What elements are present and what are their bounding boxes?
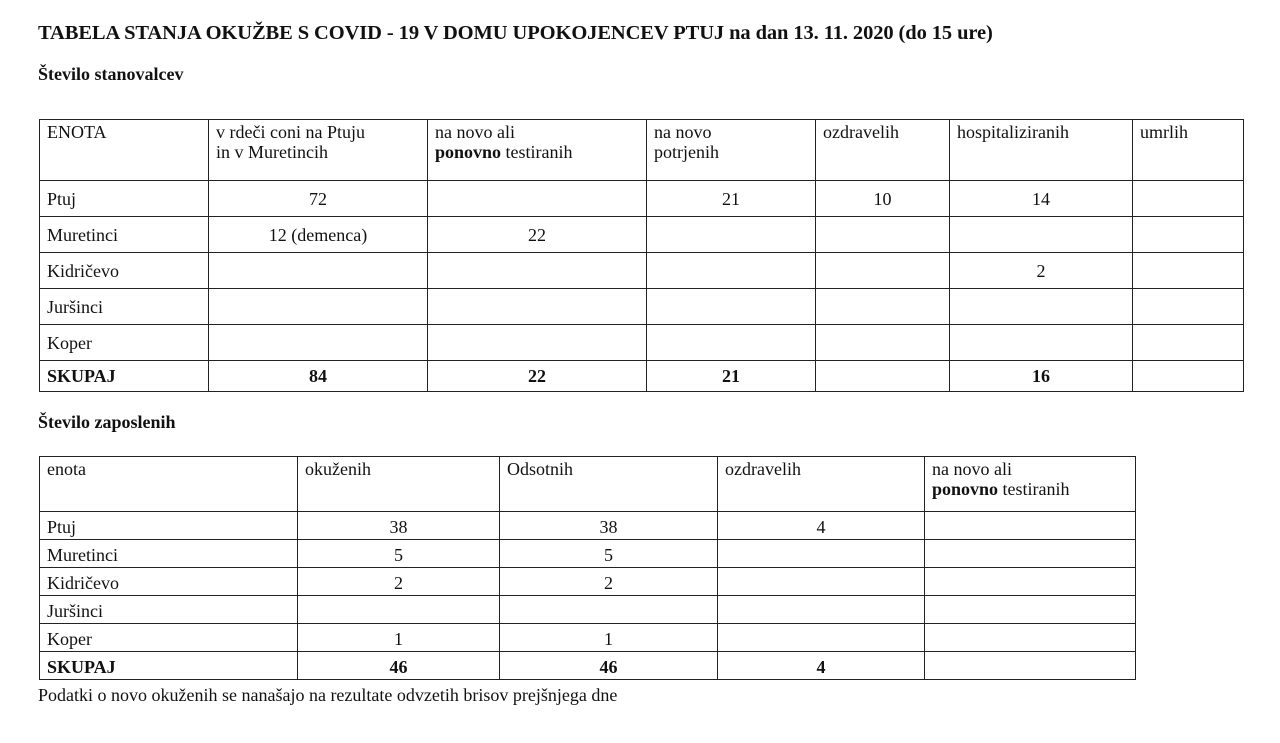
cell-confirmed (647, 217, 816, 253)
cell-absent (500, 596, 718, 624)
cell-unit: Muretinci (40, 540, 298, 568)
header-recovered: ozdravelih (718, 457, 925, 512)
header-tested: na novo ali ponovno testiranih (925, 457, 1136, 512)
document-title: TABELA STANJA OKUŽBE S COVID - 19 V DOMU UPOKOJENCEV PTUJ na dan 13. 11. 2020 (do 15 ure) (38, 22, 993, 44)
cell-unit: Juršinci (40, 289, 209, 325)
header-enota: enota (40, 457, 298, 512)
cell-red-zone (209, 289, 428, 325)
cell-deceased (1133, 217, 1244, 253)
cell-red-zone: 84 (209, 361, 428, 392)
cell-infected: 5 (298, 540, 500, 568)
header-confirmed: na novo potrjenih (647, 120, 816, 181)
cell-absent: 46 (500, 652, 718, 680)
cell-infected: 46 (298, 652, 500, 680)
cell-hospitalized (950, 289, 1133, 325)
cell-recovered (718, 540, 925, 568)
cell-hospitalized (950, 325, 1133, 361)
cell-recovered (718, 596, 925, 624)
cell-deceased (1133, 181, 1244, 217)
cell-recovered: 4 (718, 512, 925, 540)
table-row (40, 568, 1136, 596)
cell-deceased (1133, 325, 1244, 361)
table-row (40, 289, 1244, 325)
cell-infected: 38 (298, 512, 500, 540)
cell-tested (925, 512, 1136, 540)
cell-tested (925, 596, 1136, 624)
cell-deceased (1133, 253, 1244, 289)
cell-recovered: 4 (718, 652, 925, 680)
cell-recovered (816, 361, 950, 392)
employees-heading: Število zaposlenih (38, 412, 176, 432)
cell-recovered (816, 253, 950, 289)
cell-unit: Kidričevo (40, 253, 209, 289)
cell-unit: Muretinci (40, 217, 209, 253)
table-header-row (40, 120, 1244, 181)
cell-recovered (816, 289, 950, 325)
cell-tested (428, 289, 647, 325)
cell-unit: SKUPAJ (40, 361, 209, 392)
cell-confirmed (647, 253, 816, 289)
residents-heading: Število stanovalcev (38, 64, 184, 84)
table-header-row (40, 457, 1136, 512)
cell-recovered (816, 325, 950, 361)
cell-unit: Juršinci (40, 596, 298, 624)
header-infected: okuženih (298, 457, 500, 512)
cell-tested (925, 540, 1136, 568)
table-row (40, 540, 1136, 568)
header-hospitalized: hospitaliziranih (950, 120, 1133, 181)
cell-hospitalized: 2 (950, 253, 1133, 289)
table-row (40, 181, 1244, 217)
cell-absent: 5 (500, 540, 718, 568)
cell-red-zone (209, 253, 428, 289)
cell-red-zone (209, 325, 428, 361)
cell-tested (428, 181, 647, 217)
cell-tested: 22 (428, 361, 647, 392)
cell-deceased (1133, 361, 1244, 392)
cell-recovered (816, 217, 950, 253)
header-deceased: umrlih (1133, 120, 1244, 181)
cell-absent: 1 (500, 624, 718, 652)
cell-unit: SKUPAJ (40, 652, 298, 680)
header-red-zone: v rdeči coni na Ptuju in v Muretincih (209, 120, 428, 181)
cell-tested (428, 253, 647, 289)
cell-tested (428, 325, 647, 361)
total-row (40, 361, 1244, 392)
cell-red-zone: 12 (demenca) (209, 217, 428, 253)
table-row (40, 253, 1244, 289)
cell-unit: Koper (40, 325, 209, 361)
cell-recovered: 10 (816, 181, 950, 217)
footnote: Podatki o novo okuženih se nanašajo na rezultate odvzetih brisov prejšnjega dne (38, 685, 618, 705)
cell-tested (925, 652, 1136, 680)
table-row (40, 512, 1136, 540)
cell-infected: 1 (298, 624, 500, 652)
cell-tested (925, 624, 1136, 652)
employees-table (39, 456, 1136, 680)
cell-infected: 2 (298, 568, 500, 596)
cell-hospitalized: 16 (950, 361, 1133, 392)
residents-table (39, 119, 1244, 392)
header-absent: Odsotnih (500, 457, 718, 512)
cell-unit: Ptuj (40, 181, 209, 217)
table-row (40, 624, 1136, 652)
cell-tested (925, 568, 1136, 596)
cell-confirmed: 21 (647, 181, 816, 217)
cell-recovered (718, 624, 925, 652)
cell-deceased (1133, 289, 1244, 325)
total-row (40, 652, 1136, 680)
header-enota: ENOTA (40, 120, 209, 181)
cell-recovered (718, 568, 925, 596)
cell-hospitalized (950, 217, 1133, 253)
header-recovered: ozdravelih (816, 120, 950, 181)
cell-confirmed (647, 325, 816, 361)
cell-tested: 22 (428, 217, 647, 253)
table-row (40, 596, 1136, 624)
table-row (40, 217, 1244, 253)
cell-red-zone: 72 (209, 181, 428, 217)
table-row (40, 325, 1244, 361)
cell-hospitalized: 14 (950, 181, 1133, 217)
cell-unit: Kidričevo (40, 568, 298, 596)
cell-confirmed: 21 (647, 361, 816, 392)
cell-infected (298, 596, 500, 624)
cell-confirmed (647, 289, 816, 325)
cell-absent: 38 (500, 512, 718, 540)
header-tested: na novo ali ponovno testiranih (428, 120, 647, 181)
cell-unit: Ptuj (40, 512, 298, 540)
cell-unit: Koper (40, 624, 298, 652)
cell-absent: 2 (500, 568, 718, 596)
